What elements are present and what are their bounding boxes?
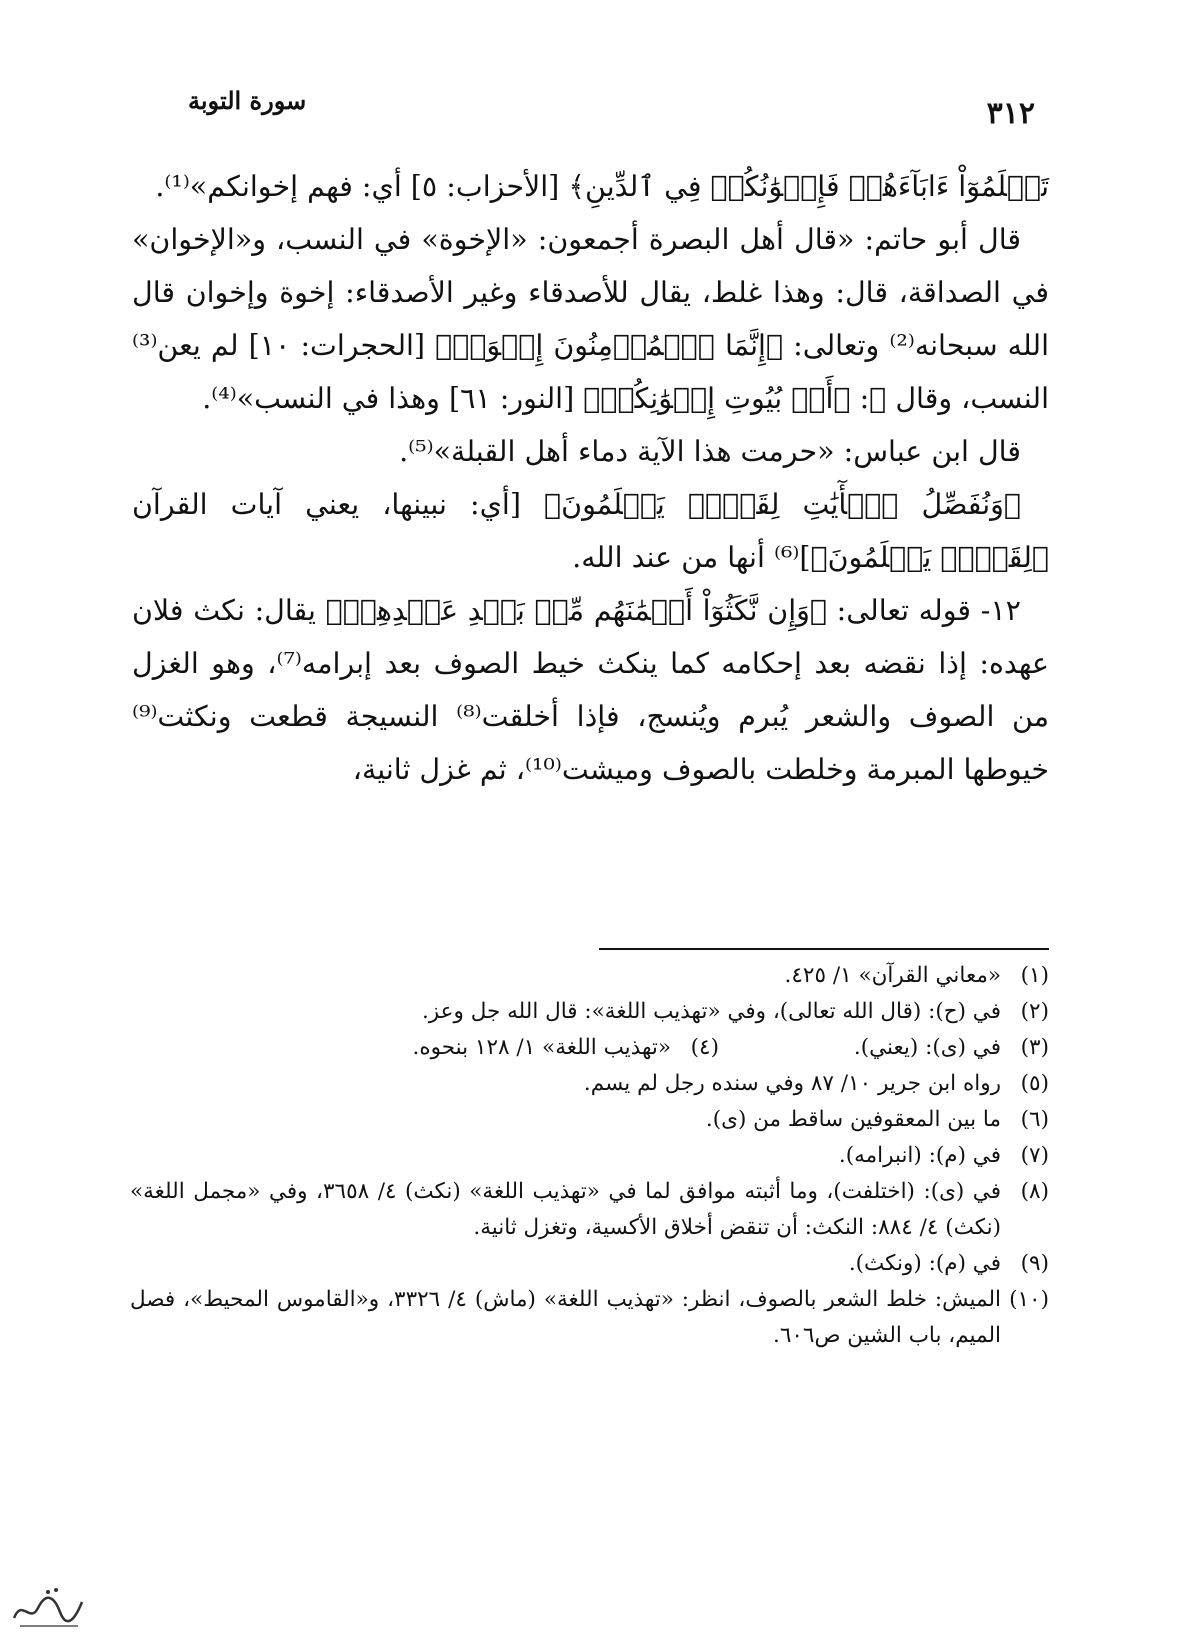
footnote-number: (٣) — [1020, 1035, 1049, 1060]
page-number: ٣١٢ — [986, 96, 1035, 131]
footnote-number: (١٠) — [1009, 1287, 1049, 1312]
footnote — [130, 1246, 1049, 1282]
footnotes — [130, 958, 1049, 1354]
footnote-number: (١) — [1020, 963, 1049, 988]
footnote-number: (٨) — [1020, 1179, 1049, 1204]
footnote-text: في (م): (ونكث). — [848, 1251, 1001, 1276]
footnote-text: في (ح): (قال الله تعالى)، وفي «تهذيب اللغة»: قال الله جل وعز. — [421, 999, 1001, 1024]
surah-title: سورة التوبة — [188, 86, 307, 115]
footnote — [130, 1282, 1049, 1354]
footnote — [130, 1138, 1049, 1174]
footnote — [130, 1066, 1049, 1102]
footnote-text: في (ى): (يعني). — [853, 1035, 1001, 1060]
footnote-number: (٩) — [1020, 1251, 1049, 1276]
publisher-logo — [8, 1578, 88, 1638]
page-header — [150, 78, 1035, 138]
footnote-text: «تهذيب اللغة» ١/ ١٢٨ بنحوه. — [412, 1035, 671, 1060]
footnote-number: (٦) — [1020, 1107, 1049, 1132]
footnote — [719, 1030, 1049, 1066]
footnote — [413, 1030, 719, 1066]
footnote — [130, 994, 1049, 1030]
footnote-separator — [599, 948, 1049, 950]
paragraph: تَعۡلَمُوٓاْ ءَابَآءَهُمۡ فَإِخۡوَٰنُكُمۡ فِي ٱلدِّينِ﴾ [الأحزاب: ٥] أي: فهم إخوانكم»⁽¹⁾. — [155, 170, 1049, 203]
footnote-text: الميش: خلط الشعر بالصوف، انظر: «تهذيب اللغة» (ماش) ٤/ ٣٣٢٦، و«القاموس المحيط»، فصل الميم، باب الشين ص٦٠٦. — [130, 1287, 1001, 1348]
footnote-text: في (م): (انبرامه). — [838, 1143, 1001, 1168]
paragraph: قال أبو حاتم: «قال أهل البصرة أجمعون: «الإخوة» في النسب، و«الإخوان» في الصداقة، قال: وهذا غلط، يقال للأصدقاء وغير الأصدقاء: إخوة وإخوان قال الله سبحانه⁽²⁾ وتعالى: ﴿إِنَّمَا ٱلۡمُؤۡمِنُونَ إِخۡوَةٞ﴾ [الحجرات: ١٠] لم يعن⁽³⁾ النسب، وقال ﷻ: ﴿أَوۡ بُيُوتِ إِخۡوَٰنِكُمۡ﴾ [النور: ٦١] وهذا في النسب»⁽⁴⁾. — [132, 223, 1049, 415]
footnote-text: في (ى): (اختلفت)، وما أثبته موافق لما في «تهذيب اللغة» (نكث) ٤/ ٣٦٥٨، وفي «مجمل اللغة» (نكث) ٤/ ٨٨٤: النكث: أن تنقض أخلاق الأكسية، وتغزل ثانية. — [130, 1179, 1002, 1240]
footnote-pair — [130, 1030, 1049, 1066]
paragraph: ١٢- قوله تعالى: ﴿وَإِن نَّكَثُوٓاْ أَيۡمَٰنَهُم مِّنۢ بَعۡدِ عَهۡدِهِمۡ﴾ يقال: نكث فلان عهده: إذا نقضه بعد إحكامه كما ينكث خيط الصوف بعد إبرامه⁽⁷⁾، وهو الغزل من الصوف والشعر يُبرم ويُنسج، فإذا أخلقت⁽⁸⁾ النسيجة قطعت ونكثت⁽⁹⁾ خيوطها المبرمة وخلطت بالصوف وميشت⁽¹⁰⁾، ثم غزل ثانية، — [132, 594, 1050, 786]
footnote — [130, 958, 1049, 994]
footnote-number: (٥) — [1020, 1071, 1049, 1096]
paragraph: ﴿وَنُفَصِّلُ ٱلۡأٓيَٰتِ لِقَوۡمٖ يَعۡلَمُونَ﴾ [أي: نبينها، يعني آيات القرآن ﴿لِقَوۡمٖ يَعۡلَمُونَ﴾]⁽⁶⁾ أنها من عند الله. — [132, 488, 1049, 574]
footnote — [130, 1102, 1049, 1138]
footnote-number: (٧) — [1020, 1143, 1049, 1168]
footnote-text: ما بين المعقوفين ساقط من (ى). — [705, 1107, 1001, 1132]
footnote-number: (٢) — [1020, 999, 1049, 1024]
footnote-number: (٤) — [690, 1035, 719, 1060]
footnote — [130, 1174, 1049, 1246]
footnote-text: «معاني القرآن» ١/ ٤٢٥. — [784, 963, 1001, 988]
paragraph: قال ابن عباس: «حرمت هذا الآية دماء أهل القبلة»⁽⁵⁾. — [399, 435, 1021, 468]
main-text — [132, 160, 1049, 796]
footnote-text: رواه ابن جرير ١٠/ ٨٧ وفي سنده رجل لم يسم. — [583, 1071, 1001, 1096]
